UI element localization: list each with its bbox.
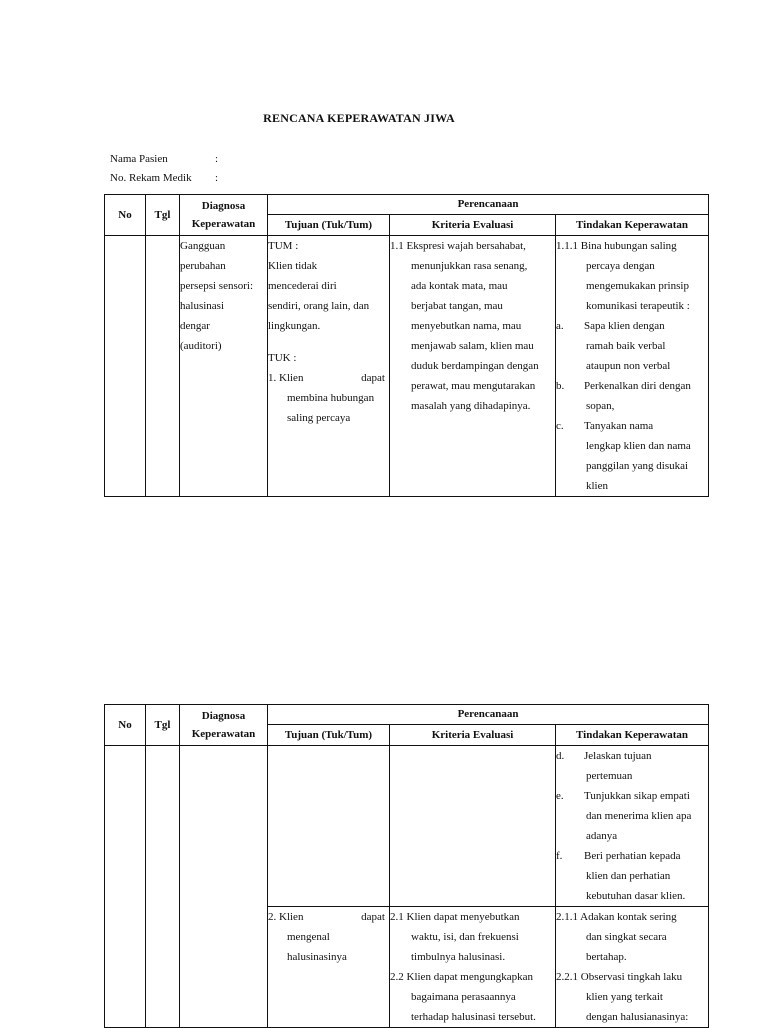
kriteria-line: menyebutkan nama, mau	[411, 320, 522, 332]
tindakan-2-2-1-first: 2.2.1 Observasi tingkah laku	[556, 971, 683, 983]
tum-line: mencederai diri	[268, 280, 337, 292]
tindakan-item-e	[556, 786, 708, 806]
tuk-label: TUK :	[268, 352, 297, 364]
item-line: Tunjukkan sikap empati	[584, 790, 690, 802]
cell-diagnosa	[180, 236, 268, 497]
tindakan-1-1-1-first: 1.1.1 Bina hubungan saling	[556, 240, 677, 252]
header-tgl: Tgl	[146, 195, 180, 236]
table-row	[105, 236, 709, 497]
header-kriteria: Kriteria Evaluasi	[390, 724, 556, 745]
header-no: No	[105, 705, 146, 746]
cell-tgl	[146, 746, 180, 1028]
kriteria-line: waktu, isi, dan frekuensi	[411, 931, 519, 943]
item-line: Sapa klien dengan	[584, 320, 665, 332]
header-diagnosa-line2: Keperawatan	[191, 728, 256, 740]
header-diagnosa	[180, 195, 268, 236]
header-tujuan: Tujuan (Tuk/Tum)	[268, 724, 390, 745]
tindakan-line: komunikasi terapeutik :	[586, 300, 690, 312]
patient-record-value: :	[215, 172, 219, 184]
tuk-1-line: membina hubungan	[287, 392, 375, 404]
kriteria-line: ada kontak mata, mau	[411, 280, 508, 292]
cell-kriteria-empty	[390, 746, 556, 907]
cell-tindakan	[556, 236, 709, 497]
patient-record-label: No. Rekam Medik	[110, 172, 192, 184]
table-row	[105, 746, 709, 907]
tindakan-line: bertahap.	[586, 951, 627, 963]
kriteria-line: timbulnya halusinasi.	[411, 951, 506, 963]
cell-tujuan	[268, 236, 390, 497]
cell-tindakan	[556, 907, 709, 1028]
kriteria-line: berjabat tangan, mau	[411, 300, 503, 312]
tindakan-line: percaya dengan	[586, 260, 655, 272]
item-line: ataupun non verbal	[586, 360, 671, 372]
item-marker: e.	[556, 790, 564, 802]
tuk-2-word-a: Klien	[279, 911, 304, 923]
kriteria-line: terhadap halusinasi tersebut.	[411, 1011, 536, 1023]
item-line: adanya	[586, 830, 618, 842]
header-perencanaan: Perencanaan	[268, 195, 709, 215]
cell-kriteria	[390, 236, 556, 497]
item-line: lengkap klien dan nama	[586, 440, 691, 452]
header-tindakan: Tindakan Keperawatan	[556, 724, 709, 745]
item-line: Tanyakan nama	[584, 420, 654, 432]
header-tindakan: Tindakan Keperawatan	[556, 214, 709, 235]
item-line: klien	[586, 480, 608, 492]
cell-kriteria	[390, 907, 556, 1028]
item-marker: c.	[556, 420, 564, 432]
diagnosa-line: Gangguan	[180, 240, 226, 252]
tuk-1-number: 1.	[268, 372, 277, 384]
kriteria-line: bagaimana perasaannya	[411, 991, 516, 1003]
tum-line: Klien tidak	[268, 260, 318, 272]
cell-tgl	[146, 236, 180, 497]
tindakan-line: dengan halusianasinya:	[586, 1011, 689, 1023]
item-line: sopan,	[586, 400, 615, 412]
tindakan-item-a	[556, 316, 708, 336]
kriteria-1-1-first: 1.1 Ekspresi wajah bersahabat,	[390, 240, 526, 252]
tindakan-item-f	[556, 846, 708, 866]
cell-no	[105, 236, 146, 497]
diagnosa-line: perubahan	[180, 260, 226, 272]
item-line: Beri perhatian kepada	[584, 850, 681, 862]
header-diagnosa-line1: Diagnosa	[201, 710, 246, 722]
diagnosa-line: (auditori)	[180, 340, 222, 352]
header-kriteria: Kriteria Evaluasi	[390, 214, 556, 235]
tuk-1-first-line	[268, 368, 389, 388]
diagnosa-line: persepsi sensori:	[180, 280, 254, 292]
item-line: Jelaskan tujuan	[584, 750, 652, 762]
header-tgl: Tgl	[146, 705, 180, 746]
tindakan-2-1-1-first: 2.1.1 Adakan kontak sering	[556, 911, 677, 923]
care-plan-table-2	[104, 704, 709, 1028]
item-line: pertemuan	[586, 770, 633, 782]
tum-label: TUM :	[268, 240, 299, 252]
kriteria-line: duduk berdampingan dengan	[411, 360, 539, 372]
cell-diagnosa	[180, 746, 268, 1028]
tuk-2-word-b: dapat	[361, 911, 385, 923]
item-line: panggilan yang disukai	[586, 460, 689, 472]
header-diagnosa-line2: Keperawatan	[191, 218, 256, 230]
item-line: dan menerima klien apa	[586, 810, 692, 822]
patient-name-label: Nama Pasien	[110, 153, 168, 165]
document-title: RENCANA KEPERAWATAN JIWA	[263, 111, 455, 125]
cell-tindakan	[556, 746, 709, 907]
tindakan-line: mengemukakan prinsip	[586, 280, 689, 292]
tindakan-line: dan singkat secara	[586, 931, 667, 943]
tindakan-item-b	[556, 376, 708, 396]
kriteria-line: masalah yang dihadapinya.	[411, 400, 531, 412]
item-marker: a.	[556, 320, 564, 332]
kriteria-line: menunjukkan rasa senang,	[411, 260, 528, 272]
item-marker: b.	[556, 380, 565, 392]
item-line: klien dan perhatian	[586, 870, 671, 882]
header-no: No	[105, 195, 146, 236]
cell-tujuan	[268, 907, 390, 1028]
patient-name-row	[110, 153, 218, 165]
cell-tujuan-empty	[268, 746, 390, 907]
header-diagnosa-line1: Diagnosa	[201, 200, 246, 212]
kriteria-line: perawat, mau mengutarakan	[411, 380, 536, 392]
tindakan-item-d	[556, 746, 708, 766]
patient-record-row	[110, 172, 218, 184]
diagnosa-line: halusinasi	[180, 300, 224, 312]
item-marker: f.	[556, 850, 563, 862]
item-line: ramah baik verbal	[586, 340, 666, 352]
item-line: Perkenalkan diri dengan	[584, 380, 691, 392]
tum-line: sendiri, orang lain, dan	[268, 300, 370, 312]
tuk-2-first-line	[268, 907, 389, 927]
kriteria-2-2-first: 2.2 Klien dapat mengungkapkan	[390, 971, 533, 983]
tuk-2-line: halusinasinya	[287, 951, 347, 963]
header-tujuan: Tujuan (Tuk/Tum)	[268, 214, 390, 235]
tuk-1-word-a: Klien	[279, 372, 304, 384]
header-perencanaan: Perencanaan	[268, 705, 709, 725]
tuk-1-line: saling percaya	[287, 412, 351, 424]
tuk-2-number: 2.	[268, 911, 277, 923]
tindakan-line: klien yang terkait	[586, 991, 663, 1003]
diagnosa-line: dengar	[180, 320, 210, 332]
tuk-1-word-b: dapat	[361, 372, 385, 384]
item-marker: d.	[556, 750, 565, 762]
tuk-2-line: mengenal	[287, 931, 330, 943]
patient-name-value: :	[215, 153, 219, 165]
header-diagnosa	[180, 705, 268, 746]
item-line: kebutuhan dasar klien.	[586, 890, 686, 902]
kriteria-2-1-first: 2.1 Klien dapat menyebutkan	[390, 911, 520, 923]
tindakan-item-c	[556, 416, 708, 436]
care-plan-table-1	[104, 194, 709, 497]
kriteria-line: menjawab salam, klien mau	[411, 340, 534, 352]
cell-no	[105, 746, 146, 1028]
tum-line: lingkungan.	[268, 320, 321, 332]
